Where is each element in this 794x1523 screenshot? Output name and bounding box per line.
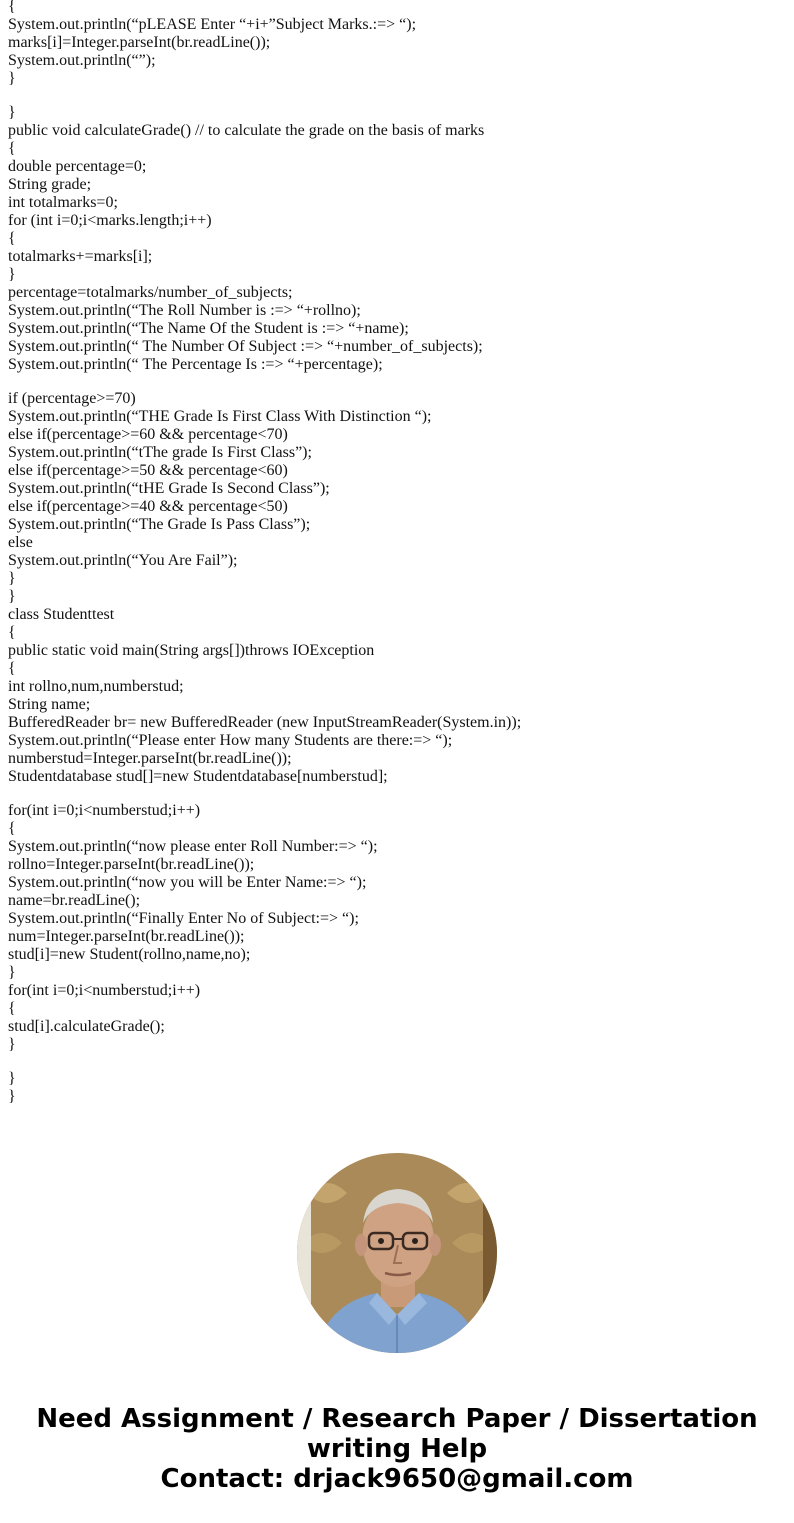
code-line: }	[8, 266, 16, 283]
code-line	[8, 374, 788, 390]
code-line	[8, 1054, 788, 1070]
code-line: public void calculateGrade() // to calculate the grade on the basis of marks	[8, 122, 485, 139]
code-line: }	[8, 1088, 16, 1105]
code-line: String grade;	[8, 176, 92, 193]
code-line: }	[8, 70, 16, 87]
code-line: System.out.println(“You Are Fail”);	[8, 552, 238, 569]
code-line: else if(percentage>=40 && percentage<50)	[8, 498, 288, 515]
code-line: BufferedReader br= new BufferedReader (new InputStreamReader(System.in));	[8, 714, 522, 731]
code-line: numberstud=Integer.parseInt(br.readLine());	[8, 750, 292, 767]
code-line: name=br.readLine();	[8, 892, 141, 909]
contact-footer	[0, 1404, 794, 1494]
code-line: for(int i=0;i<numberstud;i++)	[8, 982, 201, 999]
code-line: }	[8, 1070, 16, 1087]
person-portrait-icon	[297, 1153, 497, 1353]
code-line: percentage=totalmarks/number_of_subjects;	[8, 284, 293, 301]
code-line: if (percentage>=70)	[8, 390, 136, 407]
code-line: int rollno,num,numberstud;	[8, 678, 184, 695]
code-line: }	[8, 104, 16, 121]
code-line: {	[8, 140, 16, 157]
code-line: else	[8, 534, 33, 551]
code-line: for (int i=0;i<marks.length;i++)	[8, 212, 212, 229]
code-line: totalmarks+=marks[i];	[8, 248, 153, 265]
code-line: stud[i].calculateGrade();	[8, 1018, 165, 1035]
code-line: }	[8, 570, 16, 587]
code-line: System.out.println(“Finally Enter No of Subject:=> “);	[8, 910, 359, 927]
code-line: rollno=Integer.parseInt(br.readLine());	[8, 856, 255, 873]
code-line: {	[8, 624, 16, 641]
footer-subheadline: writing Help	[306, 1434, 488, 1464]
code-line: System.out.println(“The Grade Is Pass Class”);	[8, 516, 311, 533]
code-line: marks[i]=Integer.parseInt(br.readLine());	[8, 34, 271, 51]
code-line: System.out.println(“The Roll Number is :=> “+rollno);	[8, 302, 361, 319]
code-line: int totalmarks=0;	[8, 194, 118, 211]
code-line: {	[8, 660, 16, 677]
java-code-listing	[8, 0, 788, 1106]
code-line	[8, 786, 788, 802]
footer-contact-email: Contact: drjack9650@gmail.com	[160, 1464, 634, 1494]
code-line: {	[8, 1000, 16, 1017]
code-line: num=Integer.parseInt(br.readLine());	[8, 928, 245, 945]
code-line: {	[8, 820, 16, 837]
code-line: else if(percentage>=50 && percentage<60)	[8, 462, 288, 479]
code-line: }	[8, 964, 16, 981]
code-line: System.out.println(“tHE Grade Is Second Class”);	[8, 480, 330, 497]
code-line: System.out.println(“ The Number Of Subject :=> “+number_of_subjects);	[8, 338, 483, 355]
code-line: Studentdatabase stud[]=new Studentdatabase[numberstud];	[8, 768, 388, 785]
code-line: System.out.println(“tThe grade Is First Class”);	[8, 444, 312, 461]
code-line: System.out.println(“now you will be Enter Name:=> “);	[8, 874, 367, 891]
author-avatar	[297, 1153, 497, 1353]
code-line: double percentage=0;	[8, 158, 147, 175]
code-line: else if(percentage>=60 && percentage<70)	[8, 426, 288, 443]
code-line: {	[8, 230, 16, 247]
code-line: public static void main(String args[])throws IOException	[8, 642, 375, 659]
code-line: System.out.println(“pLEASE Enter “+i+”Subject Marks.:=> “);	[8, 16, 417, 33]
code-line: {	[8, 0, 16, 15]
code-line: System.out.println(“ The Percentage Is :=> “+percentage);	[8, 356, 383, 373]
code-line: stud[i]=new Student(rollno,name,no);	[8, 946, 251, 963]
code-line: System.out.println(“Please enter How many Students are there:=> “);	[8, 732, 453, 749]
code-line: }	[8, 1036, 16, 1053]
code-line: System.out.println(“”);	[8, 52, 156, 69]
code-line: String name;	[8, 696, 91, 713]
code-line: for(int i=0;i<numberstud;i++)	[8, 802, 201, 819]
code-line: System.out.println(“THE Grade Is First Class With Distinction “);	[8, 408, 432, 425]
code-line: class Studenttest	[8, 606, 115, 623]
code-line: System.out.println(“The Name Of the Student is :=> “+name);	[8, 320, 409, 337]
code-line	[8, 88, 788, 104]
footer-headline: Need Assignment / Research Paper / Dissertation	[36, 1404, 758, 1434]
code-line: }	[8, 588, 16, 605]
code-line: System.out.println(“now please enter Roll Number:=> “);	[8, 838, 378, 855]
